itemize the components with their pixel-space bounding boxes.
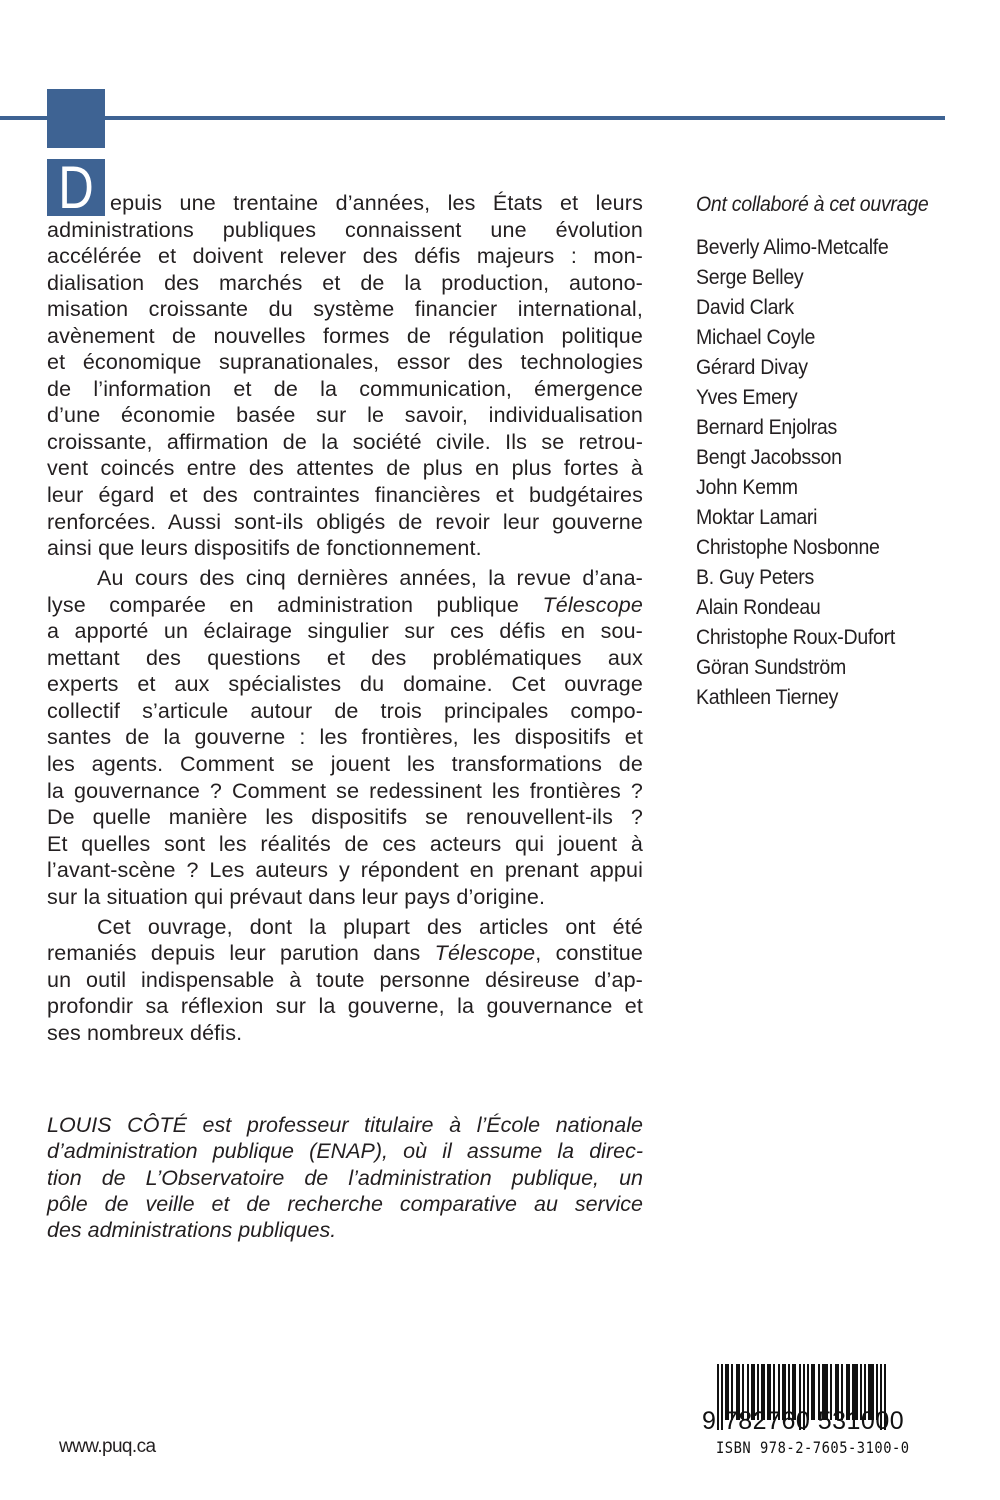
text-line: Et quelles sont les réalités de ces acteurs qui jouent à xyxy=(47,831,643,856)
text-line: vent coincés entre des attentes de plus en plus fortes à xyxy=(47,456,643,481)
text-line: un outil indispensable à toute personne désireuse d’ap- xyxy=(47,967,643,992)
text-line: la gouvernance ? Comment se redessinent les frontières ? xyxy=(47,778,643,803)
bio-line: des administrations publiques. xyxy=(47,1218,337,1243)
text-line: De quelle manière les dispositifs se renouvellent-ils ? xyxy=(47,805,643,830)
collaborators-list xyxy=(696,233,956,713)
text-line: dialisation des marchés et de la production, autono- xyxy=(47,270,643,295)
collaborator-name: David Clark xyxy=(696,296,794,319)
collaborator-name: Bernard Enjolras xyxy=(696,416,838,439)
text-line: misation croissante du système financier international, xyxy=(47,297,643,322)
barcode-digits: 9 782760 531000 xyxy=(702,1407,905,1435)
text-line: mettant des questions et des problématiques aux xyxy=(47,645,643,670)
text-line: administrations publiques connaissent une évolution xyxy=(47,217,643,242)
collaborator-name: Michael Coyle xyxy=(696,326,816,349)
collaborator-name: Bengt Jacobsson xyxy=(696,446,842,469)
text-line: croissante, affirmation de la société civile. Ils se retrou- xyxy=(47,429,643,454)
bio-line: pôle de veille et de recherche comparative au service xyxy=(47,1191,643,1216)
collaborator-name: Alain Rondeau xyxy=(696,596,821,619)
text-line: collectif s’articule autour de trois principales compo- xyxy=(47,698,643,723)
header-rule xyxy=(0,116,945,120)
collaborator-name: Christophe Nosbonne xyxy=(696,536,880,559)
drop-cap: D xyxy=(47,159,105,216)
text-line: et économique supranationales, essor des technologies xyxy=(47,350,643,375)
accent-square xyxy=(47,89,105,148)
journal-title: Télescope xyxy=(434,941,536,966)
collaborator-name: Christophe Roux-Dufort xyxy=(696,626,896,649)
author-bio xyxy=(47,1112,643,1243)
text-line: epuis une trentaine d’années, les États et leurs xyxy=(110,191,643,215)
collaborators-title: Ont collaboré à cet ouvrage xyxy=(696,193,929,216)
text-line: a apporté un éclairage singulier sur ces défis en sou- xyxy=(47,619,643,644)
paragraph-3 xyxy=(47,914,643,1047)
back-cover-text xyxy=(47,190,643,1047)
text-line: remaniés depuis leur parution dans Télescope, constitue xyxy=(47,941,643,966)
bio-line: LOUIS CÔTÉ est professeur titulaire à l’École nationale xyxy=(47,1113,643,1137)
paragraph-1 xyxy=(47,190,643,562)
collaborator-name: Serge Belley xyxy=(696,266,804,289)
collaborator-name: Gérard Divay xyxy=(696,356,808,379)
bio-line: tion de L’Observatoire de l’administration publique, un xyxy=(47,1165,643,1190)
text-line: ainsi que leurs dispositifs de fonctionnement. xyxy=(47,536,482,561)
text-line: leur égard et des contraintes financières et budgétaires xyxy=(47,483,643,508)
text-line: Cet ouvrage, dont la plupart des articles ont été xyxy=(97,914,643,939)
isbn-number: ISBN 978-2-7605-3100-0 xyxy=(716,1438,910,1457)
journal-title: Télescope xyxy=(542,592,643,617)
text-line: avènement de nouvelles formes de régulation politique xyxy=(47,323,643,348)
text-line: l’avant-scène ? Les auteurs y répondent en prenant appui xyxy=(47,858,643,883)
text-line: accélérée et doivent relever des défis majeurs : mon- xyxy=(47,244,643,269)
collaborator-name: Göran Sundström xyxy=(696,656,846,679)
text-line: ses nombreux défis. xyxy=(47,1020,243,1045)
text-line: experts et aux spécialistes du domaine. Cet ouvrage xyxy=(47,672,643,697)
collaborators-section xyxy=(696,192,956,713)
text-line: d’une économie basée sur le savoir, individualisation xyxy=(47,403,643,428)
text-line: santes de la gouverne : les frontières, les dispositifs et xyxy=(47,725,643,750)
collaborator-name: B. Guy Peters xyxy=(696,566,814,589)
collaborator-name: Kathleen Tierney xyxy=(696,686,839,709)
text-line: Au cours des cinq dernières années, la revue d’ana- xyxy=(97,566,643,591)
text-line: les agents. Comment se jouent les transformations de xyxy=(47,751,643,776)
text-line: profondir sa réflexion sur la gouverne, la gouvernance et xyxy=(47,994,643,1019)
collaborator-name: Beverly Alimo-Metcalfe xyxy=(696,236,889,259)
collaborator-name: Yves Emery xyxy=(696,386,798,409)
bio-line: d’administration publique (ENAP), où il assume la direc- xyxy=(47,1139,643,1164)
publisher-website[interactable]: www.puq.ca xyxy=(59,1436,156,1457)
paragraph-2 xyxy=(47,565,643,910)
text-line: de l’information et de la communication, émergence xyxy=(47,376,643,401)
collaborator-name: Moktar Lamari xyxy=(696,506,818,529)
collaborator-name: John Kemm xyxy=(696,476,798,499)
text-line: sur la situation qui prévaut dans leur pays d’origine. xyxy=(47,884,546,909)
text-line: renforcées. Aussi sont-ils obligés de revoir leur gouverne xyxy=(47,509,643,534)
text-line: lyse comparée en administration publique Télescope xyxy=(47,592,643,617)
